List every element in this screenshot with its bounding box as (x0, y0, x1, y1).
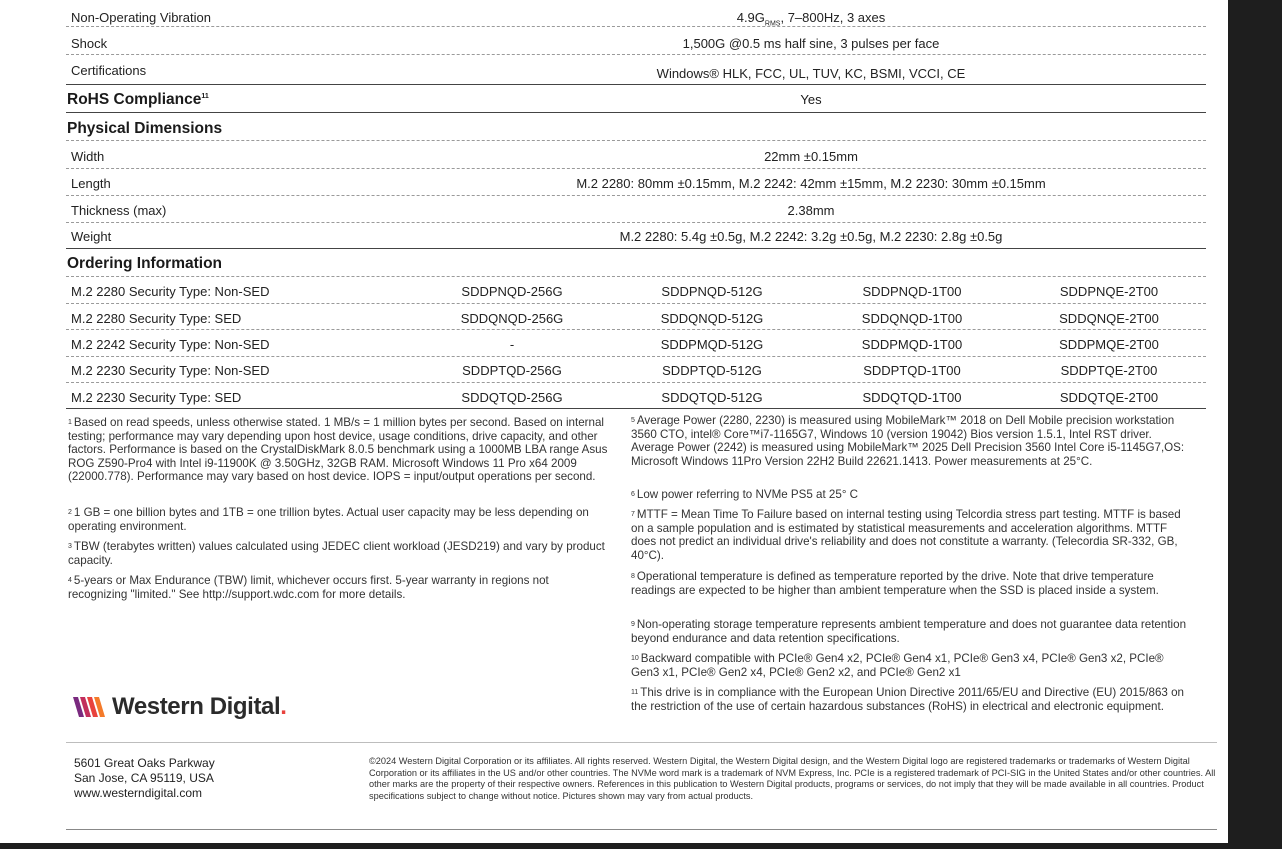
spec-row-weight (66, 223, 1206, 249)
part-number: SDDPMQD-512G (660, 337, 764, 352)
part-number: SDDPNQE-2T00 (1059, 284, 1159, 299)
spec-value-part: 4.9G (736, 10, 765, 25)
spec-value: 22mm ±0.15mm (764, 149, 858, 164)
spec-row-thickness (66, 196, 1206, 223)
footnote-5 (631, 414, 1191, 468)
website-link[interactable]: www.westerndigital.com (74, 786, 203, 800)
part-number: SDDPMQE-2T00 (1059, 337, 1159, 352)
ordering-label: M.2 2230 Security Type: SED (71, 390, 242, 405)
part-number: SDDQNQD-256G (460, 311, 564, 326)
section-title: Ordering Information (67, 255, 222, 272)
spec-value: Windows® HLK, FCC, UL, TUV, KC, BSMI, VCCI, CE (656, 66, 966, 81)
ordering-label: M.2 2230 Security Type: Non-SED (71, 363, 270, 378)
footnote-2 (68, 506, 608, 533)
footnote-text: Backward compatible with PCIe® Gen4 x2, PCIe® Gen4 x1, PCIe® Gen3 x4, PCIe® Gen3 x2, PCIe® Gen3 x1, PCIe® Gen2 x4, PCIe® Gen2 x2, and PCIe® Gen2 x1 (631, 652, 1164, 679)
footnote-1 (68, 416, 608, 484)
spec-row-shock (66, 27, 1206, 55)
footnote-text: 1 GB = one billion bytes and 1TB = one trillion bytes. Actual user capacity may be less depending on operating environment. (68, 506, 589, 533)
section-title-text: RoHS Compliance (67, 91, 202, 108)
spec-label: Certifications (71, 63, 147, 78)
footnote-text: TBW (terabytes written) values calculated using JEDEC client workload (JESD219) and vary by product capacity. (68, 540, 605, 567)
part-number: SDDQTQD-512G (661, 390, 763, 405)
spec-value: Yes (800, 92, 822, 107)
window-border-bottom (0, 843, 1282, 849)
spec-value: M.2 2280: 80mm ±0.15mm, M.2 2242: 42mm ±15mm, M.2 2230: 30mm ±0.15mm (576, 176, 1046, 191)
spec-row-width (66, 141, 1206, 169)
footnote-number: 2 (68, 509, 72, 516)
part-number: SDDQNQD-1T00 (861, 311, 963, 326)
part-number: SDDQNQE-2T00 (1059, 311, 1159, 326)
footnote-number: 3 (68, 543, 72, 550)
window-border-right (1228, 0, 1282, 849)
spec-row-length (66, 169, 1206, 196)
part-number: SDDPTQD-256G (462, 363, 562, 378)
footnote-9 (631, 618, 1191, 645)
spec-row-non-operating-vibration (66, 0, 1206, 27)
footnote-number: 9 (631, 621, 635, 628)
spec-value: 2.38mm (787, 203, 835, 218)
spec-label: Length (71, 176, 111, 191)
footnote-10 (631, 652, 1191, 679)
part-number: SDDPTQE-2T00 (1060, 363, 1158, 378)
section-physical-dimensions (66, 113, 1206, 141)
part-number: SDDPTQD-512G (662, 363, 762, 378)
company-address (74, 756, 215, 801)
brand-dot: . (280, 693, 287, 720)
spec-label: Weight (71, 229, 112, 244)
footnote-text: This drive is in compliance with the European Union Directive 2011/65/EU and Directive (EU) 2015/863 on the restriction of the use of certain hazardous substances (RoHS) in electrical and electronic equipment. (631, 686, 1184, 713)
section-ordering-information (66, 249, 1206, 277)
part-number: SDDPTQD-1T00 (863, 363, 961, 378)
part-number: SDDQNQD-512G (660, 311, 764, 326)
footnote-ref: 11 (201, 92, 209, 100)
footnote-text: Low power referring to NVMe PS5 at 25° C (636, 488, 859, 501)
spec-value: M.2 2280: 5.4g ±0.5g, M.2 2242: 3.2g ±0.5g, M.2 2230: 2.8g ±0.5g (619, 229, 1003, 244)
ordering-row (66, 277, 1206, 304)
footnote-text: 5-years or Max Endurance (TBW) limit, whichever occurs first. 5-year warranty in regions not recognizing "limited." See http://support.wdc.com for more details. (68, 574, 549, 601)
footnote-number: 8 (631, 573, 635, 580)
footnote-11 (631, 686, 1191, 713)
part-number: SDDPNQD-256G (461, 284, 563, 299)
western-digital-logo[interactable] (73, 693, 287, 721)
footnote-4 (68, 574, 608, 601)
footnote-text: MTTF = Mean Time To Failure based on internal testing using Telcordia stress part testing. MTTF is based on a sample population and is estimated by statistical measurements and acceleration algorithms. MTTF does not predict an individual drive's reliability and does not constitute a warranty. (Telecordia SR-332, GB, 40°C). (631, 508, 1181, 562)
ordering-row (66, 304, 1206, 330)
part-number: SDDPMQD-1T00 (861, 337, 963, 352)
footnote-text: Based on read speeds, unless otherwise stated. 1 MB/s = 1 million bytes per second. Based on internal testing; performance may vary depending upon host device, usage conditions, drive capacity, and other factors. Performance is based on the CrystalDiskMark 8.0.5 benchmark using a 1000MB LBA range Asus ROG Z590-Pro4 with Intel i9-11900K @ 3.50GHz, 32GB RAM. Microsoft Windows 11 Pro x64 2009 (22000.778). Performance may vary based on host device. IOPS = input/output operations per second. (68, 416, 608, 484)
ordering-row (66, 383, 1206, 409)
footnote-number: 1 (68, 419, 72, 426)
footnote-text: Operational temperature is defined as temperature reported by the drive. Note that drive temperature readings are expected to be higher than ambient temperature when the SSD is placed inside a system. (631, 570, 1159, 597)
ordering-label: M.2 2280 Security Type: Non-SED (71, 284, 270, 299)
part-number: - (509, 337, 515, 352)
part-number: SDDPNQD-1T00 (862, 284, 962, 299)
part-number: SDDPNQD-512G (661, 284, 763, 299)
ordering-label: M.2 2280 Security Type: SED (71, 311, 242, 326)
spec-value-part: , 7–800Hz, 3 axes (780, 10, 886, 25)
footnote-number: 6 (631, 491, 635, 498)
part-number: SDDQTQE-2T00 (1059, 390, 1159, 405)
part-number: SDDQTQD-1T00 (862, 390, 962, 405)
footnote-number: 11 (631, 689, 639, 696)
footnote-number: 7 (631, 511, 635, 518)
footer-divider (66, 742, 1217, 743)
spec-label: Thickness (max) (71, 203, 167, 218)
footnote-text: Non-operating storage temperature represents ambient temperature and does not guarantee data retention beyond endurance and data retention specifications. (631, 618, 1187, 645)
ordering-row (66, 330, 1206, 357)
legal-notice: ©2024 Western Digital Corporation or its affiliates. All rights reserved. Western Digital, the Western Digital design, and the Western Digital logo are registered trademarks or trademarks of Western Digital Corporation or its affiliates in the US and/or other countries. The NVMe word mark is a trademark of NVM Express, Inc. PCIe is a registered trademark of PCI-SIG in the United States and/or other countries. All other marks are the property of their respective owners. References in this publication to Western Digital products, programs or services, do not imply that they will be made available in all countries. Product specifications subject to change without notice. Pictures shown may vary from actual products. (369, 756, 1216, 801)
brand-name (112, 693, 287, 721)
spec-label: Non-Operating Vibration (71, 10, 211, 25)
footnote-number: 5 (631, 417, 635, 424)
address-line-2: San Jose, CA 95119, USA (74, 771, 214, 785)
address-line-1: 5601 Great Oaks Parkway (74, 756, 215, 770)
section-title: Physical Dimensions (67, 120, 223, 137)
footnote-text: Average Power (2280, 2230) is measured using MobileMark™ 2018 on Dell Mobile precision workstation 3560 CTO, intel® Core™i7-1165G7, Windows 10 (version 19042) Bios version 1.5.1, Intel RST driver. Average Power (2242) is measured using MobileMark™ 2025 Dell Precision 3560 Intel Core i5-1145G7,OS: Microsoft Windows 11Pro Version 22H2 Build 22621.1413. Power measurements at 25°C. (631, 414, 1185, 468)
footnote-3 (68, 540, 608, 567)
spec-value (426, 10, 1196, 28)
spec-label: Shock (71, 36, 108, 51)
section-rohs (66, 85, 1206, 113)
western-digital-mark-icon (73, 697, 107, 717)
ordering-row (66, 357, 1206, 383)
part-number: SDDQTQD-256G (461, 390, 563, 405)
ordering-label: M.2 2242 Security Type: Non-SED (71, 337, 270, 352)
footnote-7 (631, 508, 1191, 562)
spec-value-sub: RMS (764, 20, 781, 28)
bottom-divider (66, 829, 1217, 830)
footnote-number: 10 (631, 655, 639, 662)
spec-row-certifications (66, 55, 1206, 85)
spec-label: Width (71, 149, 105, 164)
footnote-8 (631, 570, 1191, 597)
brand-name-text: Western Digital (112, 693, 281, 720)
section-title (67, 91, 209, 109)
spec-value: 1,500G @0.5 ms half sine, 3 pulses per face (682, 36, 940, 51)
footnote-6 (631, 488, 1191, 502)
footnote-number: 4 (68, 577, 72, 584)
